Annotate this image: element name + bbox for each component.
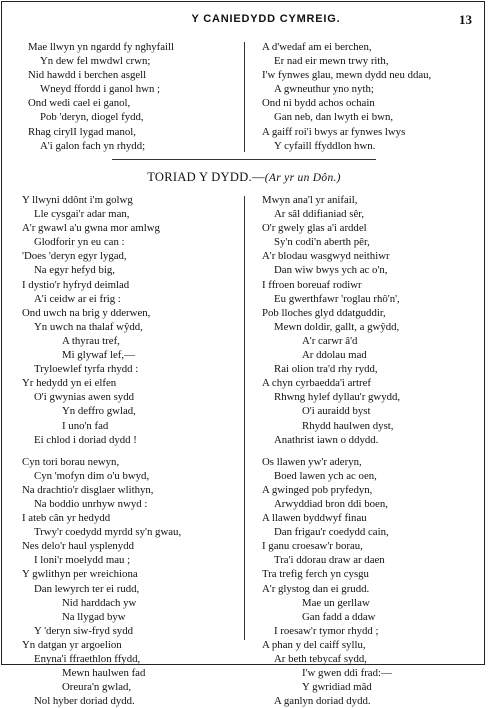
page-number: 13 [459, 12, 472, 27]
verse-line: Sy'n codi'n aberth pêr, [274, 236, 370, 249]
verse-line: Ond ni bydd achos ochain [262, 97, 375, 110]
section-title [0, 170, 488, 185]
verse-line: I roesaw'r tymor rhydd ; [274, 624, 379, 637]
verse-line: Mae un gerllaw [302, 596, 370, 609]
verse-line: Yn uwch na thalaf wŷdd, [34, 320, 143, 333]
verse-line: Rhydd haulwen dyst, [302, 419, 394, 432]
verse-line: Ar sâl ddifianiad sêr, [274, 208, 365, 221]
verse-line: A d'wedaf am ei berchen, [262, 41, 372, 53]
verse-line: Yr hedydd yn ei elfen [22, 377, 117, 390]
verse-line: Y llwyni ddônt i'm golwg [22, 194, 133, 206]
verse-line: Ond uwch na brig y dderwen, [22, 306, 151, 319]
top-right-column [262, 40, 431, 153]
verse-line: Dan lewyrch ter ei rudd, [34, 582, 140, 595]
stanza [262, 455, 400, 708]
verse-line: O'i gwynias awen sydd [34, 391, 135, 404]
verse-line: Rhwng hylef dyllau'r gwydd, [274, 391, 401, 404]
top-left-column [22, 40, 174, 153]
verse-line: Y gwridiad mâd [302, 681, 372, 694]
verse-line: Cyn tori borau newyn, [22, 455, 120, 468]
verse-line: A'i galon fach yn rhydd; [40, 139, 146, 152]
verse-line: Eu gwerthfawr 'roglau rhô'n', [274, 292, 400, 305]
verse-line: Oreura'n gwlad, [62, 681, 132, 694]
verse-line: A ganlyn doriad dydd. [274, 695, 371, 708]
verse-line: Mewn haulwen fad [62, 667, 146, 680]
verse-line: O'r gwely glas a'i arddel [262, 222, 367, 235]
stanza [262, 193, 400, 447]
verse-line: A gwneuthur yno nyth; [274, 83, 374, 96]
verse-line: Yn deffro gwlad, [62, 405, 136, 418]
page-header [0, 13, 488, 27]
verse-line: Tryloewlef tyrfa rhydd : [34, 363, 139, 376]
verse-line: Trwy'r coedydd myrdd sy'n gwau, [34, 526, 182, 539]
verse-line: A'r blodau wasgwyd neithiwr [262, 250, 390, 263]
bottom-right-column [262, 193, 400, 708]
verse-line: Ar ddolau mad [302, 349, 367, 362]
verse-line: A'r carwr â'd [302, 334, 358, 347]
verse-line: Tra trefig ferch yn cysgu [262, 568, 369, 581]
verse-line: A phan y del caiff syllu, [262, 638, 366, 651]
verse-line: I dystio'r hyfryd deimlad [22, 278, 130, 291]
verse-line: I ateb cân yr hedydd [22, 512, 111, 525]
verse-line: A'r gwawl a'u gwna mor amlwg [22, 222, 160, 235]
verse-line: A'r glystog dan ei grudd. [262, 582, 370, 595]
verse-line: Dan frigau'r coedydd cain, [274, 526, 389, 539]
verse-line: A chyn cyrbaedda'i artref [262, 377, 371, 390]
verse-line: Mae llwyn yn ngardd fy nghyfaill [28, 41, 175, 53]
verse-line: Enyna'i ffraethlon ffydd, [34, 653, 141, 665]
verse-line: I ganu croesaw'r borau, [262, 540, 363, 553]
running-title: Y CANIEDYDD CYMREIG. [191, 13, 341, 25]
verse-line: Arwyddiad bron ddi boen, [274, 497, 388, 510]
section-subtitle: (Ar yr un Dôn.) [264, 172, 341, 184]
verse-line: Wneyd ffordd i ganol hwn ; [40, 83, 161, 96]
top-column-divider [244, 42, 245, 152]
verse-line: Nid hawdd i berchen asgell [28, 69, 147, 82]
stanza-gap [262, 447, 400, 455]
verse-line: Y cyfaill ffyddlon hwn. [274, 139, 376, 152]
verse-line: Na egyr hefyd big, [34, 264, 115, 277]
verse-line: Pob 'deryn, diogel fydd, [40, 111, 144, 124]
verse-line: Pob lloches glyd ddatguddir, [262, 306, 386, 319]
verse-line: A'i ceidw ar ei frig : [34, 292, 121, 305]
verse-line: Er nad eir mewn trwy rith, [274, 55, 389, 68]
verse-line: Na llygad byw [62, 610, 126, 623]
verse-line: Glodforir yn eu can : [34, 236, 125, 249]
verse-line: Rai olion tra'd rhy rydd, [274, 363, 378, 376]
verse-line: Ond wedi cael ei ganol, [28, 97, 131, 110]
verse-line: A gwinged pob pryfedyn, [262, 483, 373, 496]
verse-line: Nid harddach yw [62, 596, 137, 609]
verse-line: I uno'n fad [62, 419, 109, 432]
verse-line: Yn dew fel mwdwl crwn; [40, 55, 151, 68]
verse-line: Y gwlithyn per wreichiona [22, 568, 138, 581]
verse-line: A llawen byddwyf finau [262, 512, 367, 525]
verse-line: Yn datgan yr argoelion [22, 638, 122, 651]
verse-line: Nes delo'r haul ysplenydd [22, 540, 134, 553]
verse-line: Cyn 'mofyn dim o'u bwyd, [34, 469, 150, 482]
stanza [22, 193, 181, 447]
verse-line: A thyrau tref, [62, 334, 120, 347]
section-rule [112, 159, 376, 160]
verse-line: Gan neb, dan lwyth ei bwn, [274, 111, 394, 124]
verse-line: Os llawen yw'r aderyn, [262, 455, 362, 468]
verse-line: I loni'r moelydd mau ; [34, 554, 131, 567]
verse-line: Nol hyber doriad dydd. [34, 695, 135, 708]
verse-line: Na boddio unrhyw nwyd : [34, 497, 148, 510]
verse-line: Mi glywaf lef,— [62, 349, 135, 362]
verse-line: Rhag cirylI lygad manol, [28, 125, 136, 138]
bottom-column-divider [244, 196, 245, 640]
verse-line: Na drachtio'r disglaer wlithyn, [22, 483, 154, 496]
verse-line: Dan wiw bwys ych ac o'n, [274, 264, 388, 277]
bottom-left-column [22, 193, 181, 708]
verse-line: Mwyn ana'l yr anifail, [262, 194, 358, 206]
verse-line: I'w fynwes glau, mewn dydd neu ddau, [262, 69, 432, 82]
verse-line: I'w gwen ddi frad:— [302, 667, 392, 680]
verse-line: Boed lawen ych ac oen, [274, 469, 377, 482]
verse-line: Gan fadd a ddaw [302, 610, 376, 623]
verse-line: Mewn doldir, gallt, a gwŷdd, [274, 320, 400, 333]
verse-line: Tra'i ddorau draw ar daen [274, 554, 385, 567]
verse-line: Lle cysgai'r adar man, [34, 208, 130, 221]
verse-line: Anathrist iawn o ddydd. [274, 433, 379, 446]
verse-line: O'i auraidd byst [302, 405, 371, 418]
verse-line: A gaiff roi'i bwys ar fynwes lwys [262, 125, 406, 138]
verse-line: Ei chlod i doriad dydd ! [34, 433, 137, 446]
verse-line: Y 'deryn siw-fryd sydd [34, 624, 134, 637]
stanza [22, 455, 181, 708]
verse-line: 'Does 'deryn egyr lygad, [22, 250, 127, 263]
stanza-gap [22, 447, 181, 455]
verse-line: I ffroen boreuaf rodiwr [262, 278, 362, 291]
section-title-main: TORIAD Y DYDD.— [147, 170, 265, 184]
verse-line: Ar beth tebycaf sydd, [274, 653, 367, 665]
